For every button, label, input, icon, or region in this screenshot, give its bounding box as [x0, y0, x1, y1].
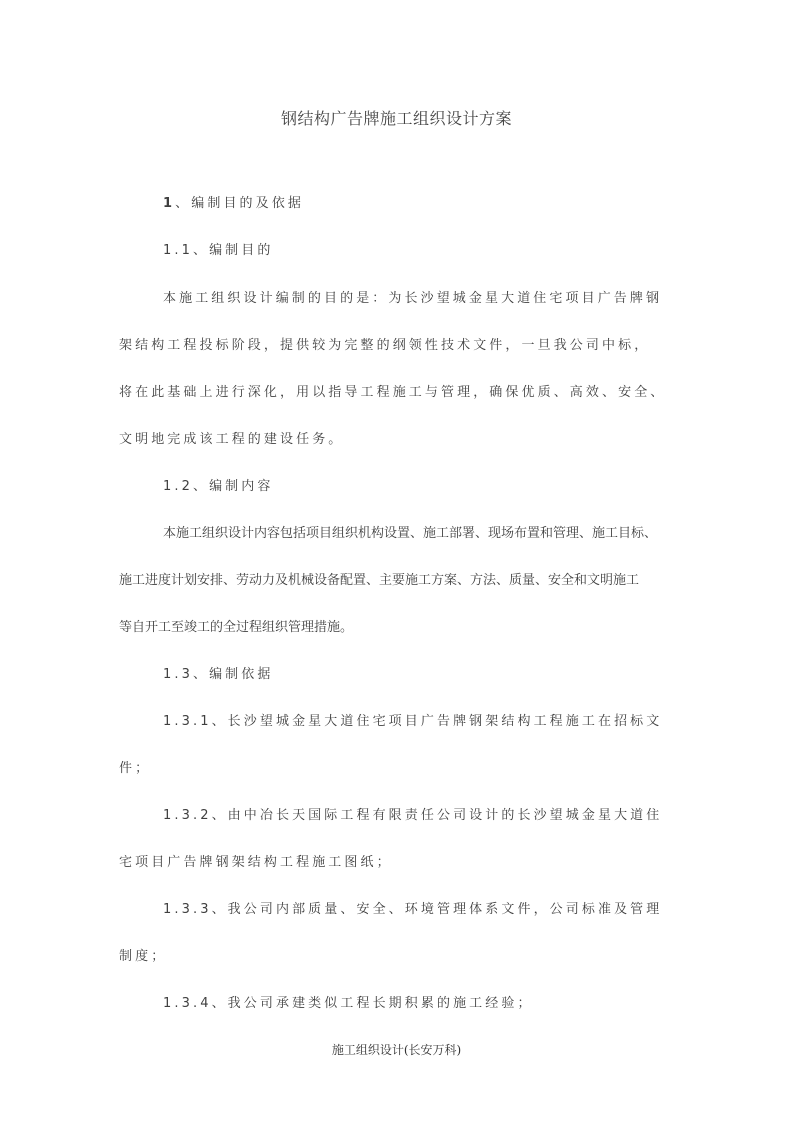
section-number: 1: [163, 196, 176, 211]
paragraph-line: 本施工组织设计编制的目的是：为长沙望城金星大道住宅项目广告牌钢: [163, 291, 663, 306]
document-title: 钢结构广告牌施工组织设计方案: [280, 109, 512, 128]
subsection-heading-1-3: 1.3、编制依据: [163, 667, 274, 682]
subsection-heading-1-1: 1.1、编制目的: [163, 243, 274, 258]
basis-item-1-cont: 件；: [119, 761, 152, 776]
paragraph-line: 架结构工程投标阶段，提供较为完整的纲领性技术文件，一旦我公司中标，: [119, 338, 651, 353]
basis-item-3: 1.3.3、我公司内部质量、安全、环境管理体系文件，公司标准及管理: [163, 902, 663, 917]
basis-item-1: 1.3.1、长沙望城金星大道住宅项目广告牌钢架结构工程施工在招标文: [163, 714, 663, 729]
paragraph-line: 施工进度计划安排、劳动力及机械设备配置、主要施工方案、方法、质量、安全和文明施工: [119, 573, 640, 588]
basis-item-3-cont: 制度；: [119, 949, 168, 964]
page-footer: 施工组织设计(长安万科): [331, 1043, 462, 1057]
section-heading-text: 、编制目的及依据: [175, 196, 304, 211]
section-heading-1: [163, 192, 304, 211]
paragraph-line: 等自开工至竣工的全过程组织管理措施。: [119, 620, 354, 635]
basis-item-2: 1.3.2、由中冶长天国际工程有限责任公司设计的长沙望城金星大道住: [163, 808, 663, 823]
paragraph-line: 文明地完成该工程的建设任务。: [119, 432, 345, 447]
basis-item-2-cont: 宅项目广告牌钢架结构工程施工图纸；: [119, 855, 393, 870]
paragraph-line: 本施工组织设计内容包括项目组织机构设置、施工部署、现场布置和管理、施工目标、: [163, 526, 658, 541]
subsection-heading-1-2: 1.2、编制内容: [163, 479, 274, 494]
paragraph-line: 将在此基础上进行深化，用以指导工程施工与管理，确保优质、高效、安全、: [119, 385, 667, 400]
basis-item-4: 1.3.4、我公司承建类似工程长期积累的施工经验；: [163, 996, 534, 1011]
